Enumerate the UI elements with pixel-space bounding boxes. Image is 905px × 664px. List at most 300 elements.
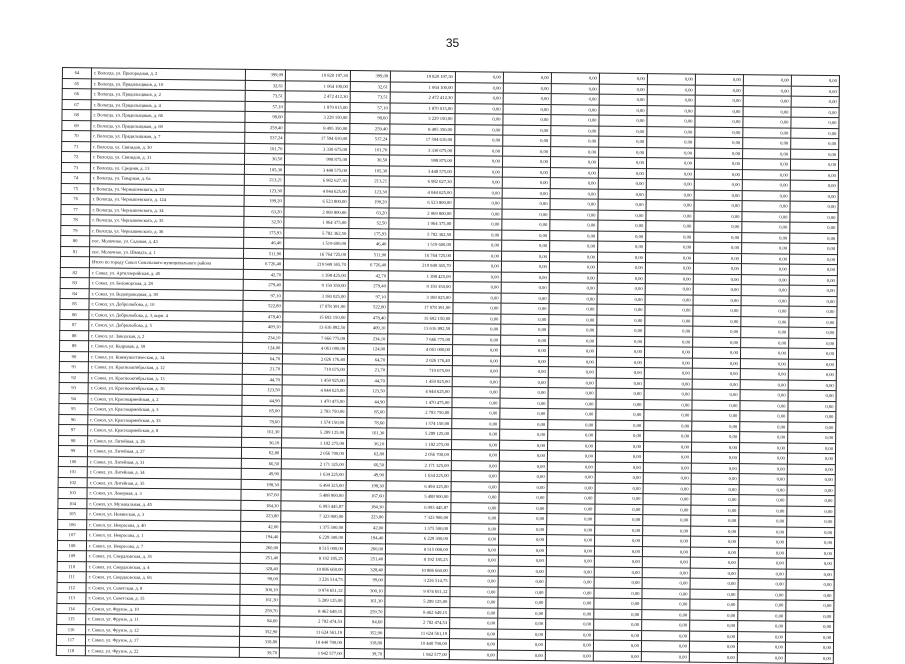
cell-cost-stage: 1 064 375,00 <box>389 218 454 229</box>
cell-z6: 0,00 <box>694 232 742 243</box>
cell-address: г. Сокол, ул. Красноармейская, д. 2 <box>88 393 242 405</box>
cell-z6: 0,00 <box>693 337 741 348</box>
cell-cost-stage: 6 523 800,00 <box>389 197 454 208</box>
cell-address: Итого по городу Сокол Сокольского муниципального района <box>89 257 243 269</box>
cell-z4: 0,00 <box>595 472 643 483</box>
cell-area-total: 399,09 <box>245 69 285 80</box>
cell-z5: 0,00 <box>646 210 694 221</box>
cell-z6: 0,00 <box>690 536 738 547</box>
cell-area-stage: 84,60 <box>345 616 385 627</box>
cell-z5: 0,00 <box>645 315 693 326</box>
cell-z6: 0,00 <box>692 379 740 390</box>
cell-z3: 0,00 <box>550 241 598 252</box>
cell-z4: 0,00 <box>597 325 645 336</box>
cell-area-total: 36,10 <box>242 437 282 448</box>
cell-z1: 0,00 <box>450 586 498 597</box>
cell-row-number <box>60 256 89 267</box>
cell-z2: 0,00 <box>500 345 548 356</box>
cell-z8: 0,00 <box>789 338 837 349</box>
cell-area-total: 259,70 <box>240 605 280 616</box>
cell-row-number: 84 <box>60 288 89 299</box>
cell-address: г. Вологда, ул. Связидов, д. 31 <box>91 152 245 164</box>
cell-z5: 0,00 <box>642 620 690 631</box>
cell-address: г. Сокол, ул. Некрасова, д. 1 <box>87 530 241 542</box>
cell-area-stage: 260,00 <box>345 543 385 554</box>
cell-area-stage: 478,40 <box>348 312 388 323</box>
cell-z2: 0,00 <box>501 314 549 325</box>
cell-cost-stage: 5 289 125,00 <box>387 428 452 439</box>
cell-area-stage: 328,40 <box>345 564 385 575</box>
cell-cost-stage: 1 375 500,00 <box>386 522 451 533</box>
cell-z6: 0,00 <box>693 284 741 295</box>
cell-area-total: 46,40 <box>244 237 284 248</box>
cell-z8: 0,00 <box>789 327 837 338</box>
cell-z6: 0,00 <box>695 95 743 106</box>
cell-z5: 0,00 <box>645 284 693 295</box>
cell-cost-total: 3 330 675,00 <box>285 143 350 154</box>
cell-z7: 0,00 <box>742 201 790 212</box>
cell-address: г. Сокол, ул. Красноармейская, д. 8 <box>88 425 242 437</box>
cell-row-number: 74 <box>61 172 90 183</box>
cell-z6: 0,00 <box>692 410 740 421</box>
cell-area-stage: 300,10 <box>345 585 385 596</box>
cell-z4: 0,00 <box>596 378 644 389</box>
cell-z1: 0,00 <box>453 261 501 272</box>
cell-z7: 0,00 <box>743 85 791 96</box>
cell-z7: 0,00 <box>740 432 788 443</box>
cell-cost-stage: 9 150 350,00 <box>388 281 453 292</box>
cell-area-stage: 259,70 <box>345 606 385 617</box>
cell-cost-stage: 2 171 325,00 <box>386 459 451 470</box>
cell-z8: 0,00 <box>791 138 839 149</box>
cell-z1: 0,00 <box>449 649 497 660</box>
cell-z7: 0,00 <box>740 400 788 411</box>
cell-z2: 0,00 <box>503 146 551 157</box>
cell-row-number: 117 <box>56 634 85 645</box>
cell-cost-stage: 19 820 197,30 <box>391 71 456 82</box>
cell-cost-total: 7 323 900,00 <box>281 511 346 522</box>
cell-z3: 0,00 <box>550 178 598 189</box>
cell-z1: 0,00 <box>454 177 502 188</box>
cell-z4: 0,00 <box>594 546 642 557</box>
cell-address: г. Сокол, ул. Артиллерийская, д. 45 <box>89 267 243 279</box>
cell-z1: 0,00 <box>454 187 502 198</box>
cell-cost-total: 9 150 350,00 <box>283 280 348 291</box>
cell-z8: 0,00 <box>786 600 834 611</box>
cell-area-total: 318,80 <box>239 636 279 647</box>
cell-z1: 0,00 <box>455 135 503 146</box>
cell-address: г. Сокол, ул. Добролюбова, д. 3, корп. 4 <box>89 309 243 321</box>
cell-z8: 0,00 <box>790 180 838 191</box>
cell-z5: 0,00 <box>647 147 695 158</box>
cell-cost-stage: 1 064 100,00 <box>390 81 455 92</box>
cell-z5: 0,00 <box>646 221 694 232</box>
cell-z3: 0,00 <box>547 461 595 472</box>
cell-address: г. Сокол, ул. Красноармейская, д. 3 <box>88 404 242 416</box>
cell-cost-stage: 17 594 610,00 <box>390 134 455 145</box>
cell-z3: 0,00 <box>548 398 596 409</box>
cell-address: г. Сокол, ул. Фрунзе, д. 12 <box>86 624 240 636</box>
cell-z7: 0,00 <box>741 295 789 306</box>
cell-z5: 0,00 <box>644 399 692 410</box>
cell-cost-stage: 2 056 700,00 <box>387 449 452 460</box>
cell-cost-total: 219 949 365,70 <box>284 259 349 270</box>
cell-cost-total: 7 666 775,00 <box>283 332 348 343</box>
cell-cost-total: 1 470 475,00 <box>282 395 347 406</box>
cell-z6: 0,00 <box>694 190 742 201</box>
cell-z2: 0,00 <box>500 419 548 430</box>
cell-cost-stage: 4 044 625,00 <box>389 186 454 197</box>
cell-z8: 0,00 <box>787 443 835 454</box>
cell-z6: 0,00 <box>691 463 739 474</box>
cell-address: г. Вологда, ул. Прядильщиков, д. 7 <box>91 131 245 143</box>
cell-z6: 0,00 <box>692 431 740 442</box>
cell-area-total: 194,40 <box>241 531 281 542</box>
cell-z4: 0,00 <box>596 357 644 368</box>
cell-z5: 0,00 <box>643 494 691 505</box>
cell-address: г. Сокол, ул. Добролюбова, д. 10 <box>89 299 243 311</box>
cell-area-stage: 98,60 <box>350 113 390 124</box>
cell-cost-total: 10 440 700,00 <box>280 637 345 648</box>
cell-z2: 0,00 <box>499 440 547 451</box>
cell-z1: 0,00 <box>452 387 500 398</box>
cell-z1: 0,00 <box>455 82 503 93</box>
cell-z8: 0,00 <box>786 579 834 590</box>
cell-z4: 0,00 <box>598 220 646 231</box>
cell-z6: 0,00 <box>693 274 741 285</box>
cell-area-stage: 101,70 <box>350 144 390 155</box>
cell-z7: 0,00 <box>743 148 791 159</box>
cell-z7: 0,00 <box>742 222 790 233</box>
cell-cost-total: 17 594 610,00 <box>285 133 350 144</box>
cell-z7: 0,00 <box>743 127 791 138</box>
cell-z8: 0,00 <box>785 632 833 643</box>
cell-z5: 0,00 <box>643 462 691 473</box>
cell-z8: 0,00 <box>790 212 838 223</box>
cell-area-stage: 409,10 <box>348 323 388 334</box>
cell-z4: 0,00 <box>598 168 646 179</box>
cell-z1: 0,00 <box>453 250 501 261</box>
cell-z5: 0,00 <box>642 546 690 557</box>
cell-z5: 0,00 <box>647 137 695 148</box>
cell-z8: 0,00 <box>786 590 834 601</box>
cell-area-total: 39,70 <box>239 647 279 658</box>
cell-address: г. Сокол, ул. Добролюбова, д. 5 <box>89 320 243 332</box>
cell-z4: 0,00 <box>594 535 642 546</box>
cell-area-total: 62,80 <box>241 447 281 458</box>
cell-z3: 0,00 <box>545 629 593 640</box>
cell-cost-total: 1 519 600,00 <box>284 238 349 249</box>
cell-z2: 0,00 <box>501 251 549 262</box>
cell-z3: 0,00 <box>545 650 593 661</box>
cell-area-stage: 198,30 <box>346 480 386 491</box>
cell-z8: 0,00 <box>791 107 839 118</box>
cell-z6: 0,00 <box>692 421 740 432</box>
cell-z6: 0,00 <box>689 652 737 663</box>
cell-z5: 0,00 <box>647 84 695 95</box>
cell-address: г. Сокол, ул. Литейная, д. 31 <box>87 456 241 468</box>
cell-area-stage: 62,80 <box>346 449 386 460</box>
cell-z4: 0,00 <box>598 210 646 221</box>
cell-area-total: 184,30 <box>241 500 281 511</box>
cell-z7: 0,00 <box>743 138 791 149</box>
cell-z3: 0,00 <box>548 377 596 388</box>
cell-z6: 0,00 <box>693 295 741 306</box>
cell-z8: 0,00 <box>787 464 835 475</box>
cell-z7: 0,00 <box>737 631 785 642</box>
cell-area-total: 98,60 <box>245 111 285 122</box>
cell-z6: 0,00 <box>690 599 738 610</box>
cell-z8: 0,00 <box>786 569 834 580</box>
cell-z1: 0,00 <box>453 303 501 314</box>
cell-z4: 0,00 <box>595 493 643 504</box>
cell-z2: 0,00 <box>502 240 550 251</box>
cell-z5: 0,00 <box>641 641 689 652</box>
cell-z2: 0,00 <box>500 356 548 367</box>
cell-z1: 0,00 <box>452 408 500 419</box>
cell-area-total: 123,30 <box>244 185 284 196</box>
cell-z6: 0,00 <box>692 400 740 411</box>
cell-z5: 0,00 <box>646 231 694 242</box>
cell-row-number: 87 <box>60 319 89 330</box>
cell-z7: 0,00 <box>742 159 790 170</box>
cell-z5: 0,00 <box>642 536 690 547</box>
cell-z5: 0,00 <box>643 473 691 484</box>
cell-z8: 0,00 <box>790 191 838 202</box>
cell-area-total: 64,70 <box>242 353 282 364</box>
cell-row-number: 102 <box>58 477 87 488</box>
cell-address: г. Сокол, ул. Свердловская, д. 4 <box>86 561 240 573</box>
cell-z4: 0,00 <box>594 556 642 567</box>
cell-z3: 0,00 <box>548 388 596 399</box>
cell-z3: 0,00 <box>546 598 594 609</box>
cell-z2: 0,00 <box>497 650 545 661</box>
cell-z1: 0,00 <box>451 460 499 471</box>
cell-z3: 0,00 <box>548 430 596 441</box>
cell-area-total: 175,93 <box>244 227 284 238</box>
cell-cost-stage: 2 026 176,40 <box>388 354 453 365</box>
cell-z8: 0,00 <box>789 254 837 265</box>
cell-area-total: 66,50 <box>241 458 281 469</box>
cell-row-number: 109 <box>57 550 86 561</box>
cell-z4: 0,00 <box>593 630 641 641</box>
cell-area-total: 21,70 <box>242 363 282 374</box>
cell-z4: 0,00 <box>593 640 641 651</box>
cell-area-stage: 57,10 <box>350 102 390 113</box>
cell-z5: 0,00 <box>645 263 693 274</box>
cell-address: г. Сокол, ул. Некрасова, д. 7 <box>86 540 240 552</box>
cell-cost-total: 5 782 362,50 <box>284 227 349 238</box>
cell-z2: 0,00 <box>500 408 548 419</box>
cell-z4: 0,00 <box>596 388 644 399</box>
cell-area-stage: 161,30 <box>347 428 387 439</box>
cell-cost-total: 2 783 750,00 <box>282 406 347 417</box>
cell-z2: 0,00 <box>502 156 550 167</box>
cell-z1: 0,00 <box>451 471 499 482</box>
cell-z2: 0,00 <box>503 83 551 94</box>
cell-cost-total: 6 523 800,00 <box>284 196 349 207</box>
cell-cost-total: 1 450 925,00 <box>282 374 347 385</box>
cell-area-stage: 167,60 <box>346 490 386 501</box>
cell-z1: 0,00 <box>455 72 503 83</box>
cell-address: г. Сокол, ул. Краснооктябрьская, д. 12 <box>88 362 242 374</box>
cell-area-total: 198,30 <box>241 479 281 490</box>
cell-z8: 0,00 <box>787 485 835 496</box>
cell-z5: 0,00 <box>645 336 693 347</box>
cell-z6: 0,00 <box>690 620 738 631</box>
cell-z5: 0,00 <box>641 651 689 662</box>
cell-z7: 0,00 <box>741 316 789 327</box>
cell-z7: 0,00 <box>738 547 786 558</box>
cell-z5: 0,00 <box>645 294 693 305</box>
cell-cost-stage: 2 069 800,00 <box>389 207 454 218</box>
cell-address: г. Сокол, ул. Советская, д. 8 <box>86 582 240 594</box>
cell-area-stage: 123,30 <box>349 186 389 197</box>
cell-z1: 0,00 <box>449 628 497 639</box>
cell-address: г. Сокол, ул. Фрунзе, д. 22 <box>85 645 239 657</box>
cell-cost-total: 4 061 000,00 <box>283 343 348 354</box>
cell-z8: 0,00 <box>788 411 836 422</box>
cell-z6: 0,00 <box>694 179 742 190</box>
cell-z4: 0,00 <box>597 262 645 273</box>
cell-z5: 0,00 <box>644 357 692 368</box>
cell-z8: 0,00 <box>787 506 835 517</box>
cell-z2: 0,00 <box>499 492 547 503</box>
cell-z6: 0,00 <box>694 169 742 180</box>
cell-z7: 0,00 <box>738 558 786 569</box>
cell-z1: 0,00 <box>455 145 503 156</box>
housing-resettlement-table <box>56 67 840 664</box>
cell-z4: 0,00 <box>595 462 643 473</box>
cell-cost-stage: 9 974 651,12 <box>385 585 450 596</box>
cell-address: г. Сокол, ул. Литейная, д. 35 <box>87 477 241 489</box>
cell-z5: 0,00 <box>647 95 695 106</box>
cell-z2: 0,00 <box>502 230 550 241</box>
cell-z4: 0,00 <box>595 504 643 515</box>
cell-z7: 0,00 <box>739 463 787 474</box>
cell-z7: 0,00 <box>743 75 791 86</box>
cell-z1: 0,00 <box>451 481 499 492</box>
cell-z4: 0,00 <box>599 126 647 137</box>
cell-z5: 0,00 <box>643 504 691 515</box>
cell-address: г. Вологда, ул. Прядильщиков, д. 69 <box>91 120 245 132</box>
cell-area-total: 478,40 <box>243 311 283 322</box>
cell-z5: 0,00 <box>642 557 690 568</box>
cell-cost-stage: 11 624 561,19 <box>385 627 450 638</box>
cell-z4: 0,00 <box>598 178 646 189</box>
cell-cost-stage: 8 192 185,25 <box>385 554 450 565</box>
cell-z6: 0,00 <box>693 263 741 274</box>
cell-cost-total: 6 982 627,30 <box>285 175 350 186</box>
cell-area-total: 97,10 <box>243 290 283 301</box>
cell-area-stage: 161,30 <box>345 595 385 606</box>
cell-area-stage: 124,00 <box>348 344 388 355</box>
cell-z6: 0,00 <box>695 127 743 138</box>
cell-area-stage: 32,61 <box>350 81 390 92</box>
cell-address: г. Вологда, ул. Чернышевского, д. 124 <box>90 194 244 206</box>
cell-z8: 0,00 <box>786 621 834 632</box>
cell-address: г. Вологда, ул. Чернышевского, д. 36 <box>90 225 244 237</box>
cell-z7: 0,00 <box>740 348 788 359</box>
cell-z6: 0,00 <box>691 473 739 484</box>
cell-area-total: 63,20 <box>244 206 284 217</box>
cell-z1: 0,00 <box>451 513 499 524</box>
cell-z7: 0,00 <box>741 274 789 285</box>
cell-cost-total: 710 675,00 <box>283 364 348 375</box>
cell-z4: 0,00 <box>597 252 645 263</box>
cell-z3: 0,00 <box>545 640 593 651</box>
cell-row-number: 91 <box>59 361 88 372</box>
cell-cost-total: 8 515 000,00 <box>281 542 346 553</box>
cell-cost-total: 1 182 275,00 <box>282 437 347 448</box>
cell-z7: 0,00 <box>742 243 790 254</box>
cell-z8: 0,00 <box>788 369 836 380</box>
cell-z7: 0,00 <box>738 589 786 600</box>
cell-cost-stage: 1 634 225,00 <box>386 470 451 481</box>
cell-z8: 0,00 <box>790 170 838 181</box>
cell-z5: 0,00 <box>645 252 693 263</box>
cell-z3: 0,00 <box>549 335 597 346</box>
cell-cost-total: 16 764 725,00 <box>284 248 349 259</box>
cell-cost-total: 6 494 325,00 <box>281 479 346 490</box>
cell-z4: 0,00 <box>595 451 643 462</box>
cell-z5: 0,00 <box>647 126 695 137</box>
cell-cost-stage: 4 044 625,00 <box>387 386 452 397</box>
cell-address: г. Вологда, ул. Товарная, д. 6а <box>90 173 244 185</box>
cell-z3: 0,00 <box>546 608 594 619</box>
cell-z4: 0,00 <box>596 367 644 378</box>
cell-z4: 0,00 <box>595 483 643 494</box>
cell-area-total: 6 726,40 <box>243 258 283 269</box>
cell-z8: 0,00 <box>788 401 836 412</box>
cell-z2: 0,00 <box>499 482 547 493</box>
cell-address: г. Сокол, ул. Коммунистическая, д. 14 <box>88 351 242 363</box>
cell-z8: 0,00 <box>788 348 836 359</box>
cell-z3: 0,00 <box>550 167 598 178</box>
cell-z3: 0,00 <box>547 451 595 462</box>
cell-z3: 0,00 <box>546 587 594 598</box>
cell-z6: 0,00 <box>693 316 741 327</box>
cell-z7: 0,00 <box>739 505 787 516</box>
cell-z6: 0,00 <box>690 589 738 600</box>
cell-area-stage: 85,00 <box>347 407 387 418</box>
cell-z4: 0,00 <box>597 315 645 326</box>
cell-cost-stage: 13 616 892,50 <box>388 323 453 334</box>
cell-z1: 0,00 <box>452 418 500 429</box>
cell-area-total: 44,90 <box>242 395 282 406</box>
cell-z6: 0,00 <box>691 505 739 516</box>
cell-z3: 0,00 <box>546 619 594 630</box>
cell-cost-stage: 6 093 445,87 <box>386 501 451 512</box>
cell-area-total: 42,00 <box>241 521 281 532</box>
cell-z8: 0,00 <box>786 611 834 622</box>
cell-cost-total: 6 229 300,00 <box>281 532 346 543</box>
cell-area-stage: 21,70 <box>347 365 387 376</box>
cell-z6: 0,00 <box>693 253 741 264</box>
cell-z8: 0,00 <box>786 558 834 569</box>
cell-area-stage: 44,70 <box>347 375 387 386</box>
cell-row-number: 80 <box>61 235 90 246</box>
cell-z7: 0,00 <box>742 169 790 180</box>
cell-address: г. Сокол, ул. Водопроводная, д. 39 <box>89 288 243 300</box>
cell-z5: 0,00 <box>643 525 691 536</box>
cell-area-total: 279,40 <box>243 279 283 290</box>
cell-row-number: 68 <box>62 110 91 121</box>
cell-z6: 0,00 <box>695 148 743 159</box>
cell-cost-total: 5 289 125,00 <box>282 427 347 438</box>
cell-z7: 0,00 <box>739 484 787 495</box>
cell-z4: 0,00 <box>597 294 645 305</box>
